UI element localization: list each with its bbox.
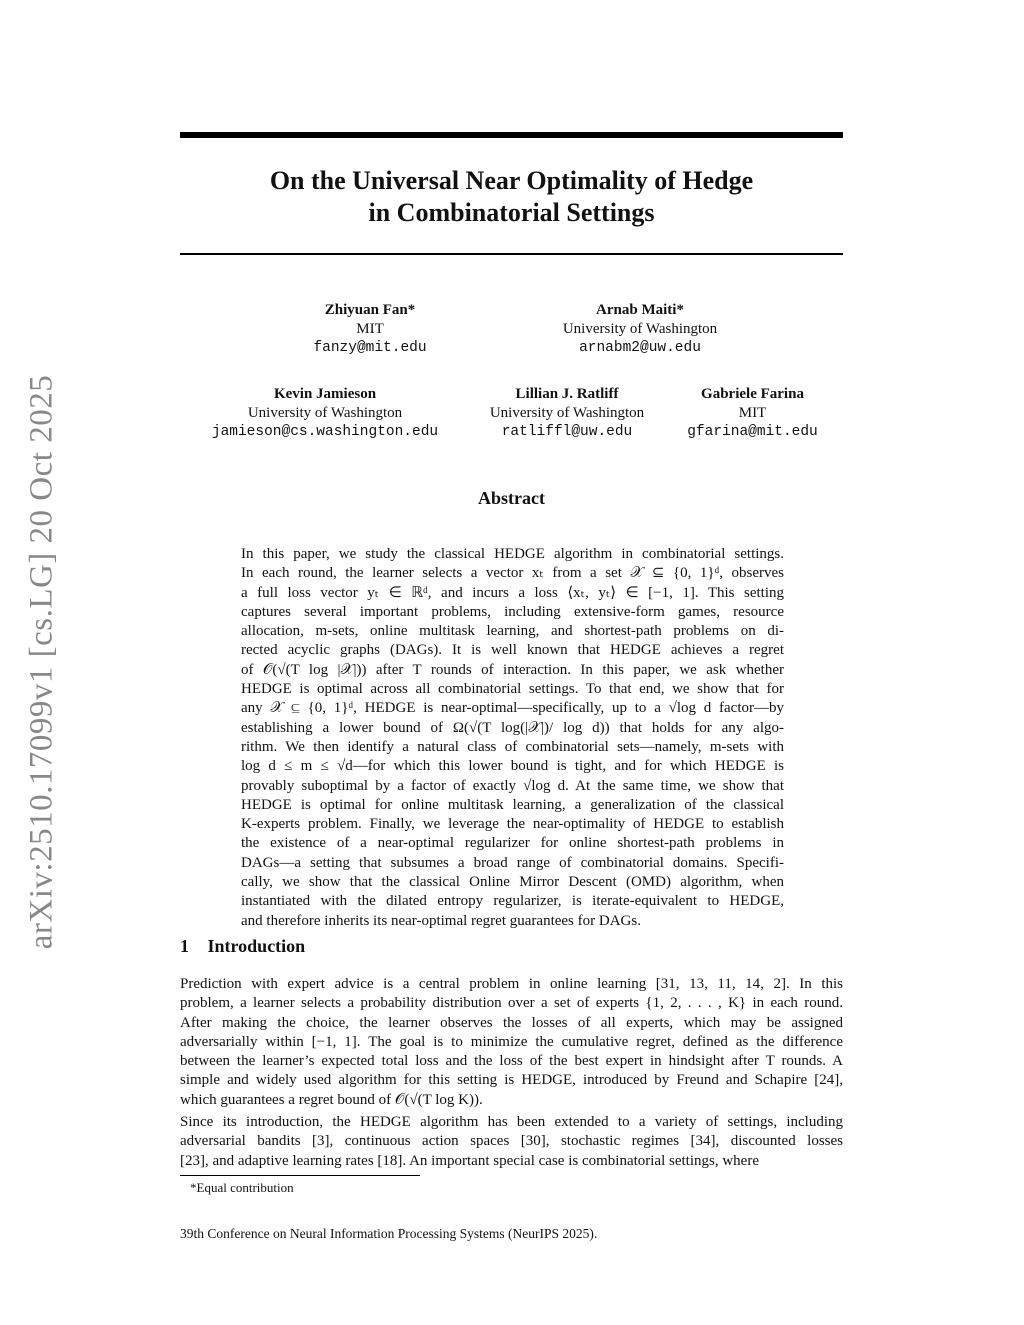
text-line: adversarially within [−1, 1]. The goal is to minimize the cumulative regret, defined as the difference bbox=[180, 1033, 843, 1050]
author-name: Kevin Jamieson bbox=[273, 386, 377, 402]
text-line: between the learner’s expected total loss and the loss of the best expert in hindsight after T rounds. A bbox=[180, 1053, 843, 1070]
text-line: log d ≤ m ≤ √d—for which this lower bound is tight, and for which HEDGE is bbox=[241, 758, 784, 775]
paper-title bbox=[180, 165, 843, 229]
author-block bbox=[670, 385, 835, 442]
text-line: cally, we show that the classical Online Mirror Descent (OMD) algorithm, when bbox=[241, 874, 784, 891]
text-line: HEDGE is optimal across all combinatorial settings. To that end, we show that for bbox=[241, 681, 784, 698]
author-affiliation: MIT bbox=[738, 405, 767, 421]
text-line: K-experts problem. Finally, we leverage the near-optimality of HEDGE to establish bbox=[241, 816, 784, 833]
text-line: captures several important problems, including extensive-form games, resource bbox=[241, 603, 784, 620]
author-name: Zhiyuan Fan* bbox=[324, 302, 416, 318]
author-email: fanzy@mit.edu bbox=[313, 340, 427, 356]
text-line: which guarantees a regret bound of 𝒪(√(T log K)). bbox=[180, 1091, 483, 1108]
author-block bbox=[467, 385, 667, 442]
author-block bbox=[250, 301, 490, 358]
top-rule bbox=[180, 132, 843, 138]
section-title: Introduction bbox=[207, 936, 306, 956]
footnote: *Equal contribution bbox=[190, 1180, 294, 1195]
text-line: HEDGE is optimal for online multitask learning, a generalization of the classical bbox=[241, 796, 784, 813]
arxiv-stamp: arXiv:2510.17099v1 [cs.LG] 20 Oct 2025 bbox=[23, 374, 60, 950]
author-email: jamieson@cs.washington.edu bbox=[211, 424, 439, 440]
author-name: Lillian J. Ratliff bbox=[515, 386, 619, 402]
section-heading bbox=[180, 936, 305, 957]
title-rule bbox=[180, 253, 843, 255]
text-line: rected acyclic graphs (DAGs). It is well known that HEDGE achieves a regret bbox=[241, 642, 784, 659]
author-affiliation: University of Washington bbox=[562, 321, 718, 337]
title-line: in Combinatorial Settings bbox=[368, 198, 655, 227]
text-line: rithm. We then identify a natural class of combinatorial sets—namely, m-sets with bbox=[241, 738, 784, 755]
author-email: gfarina@mit.edu bbox=[687, 424, 818, 440]
footnote-rule bbox=[180, 1175, 420, 1176]
text-line: After making the choice, the learner observes the losses of all experts, which may be assigned bbox=[180, 1014, 843, 1031]
intro-paragraph-2 bbox=[180, 1113, 843, 1171]
intro-paragraph-1 bbox=[180, 975, 843, 1110]
text-line: and therefore inherits its near-optimal regret guarantees for DAGs. bbox=[241, 912, 641, 929]
text-line: instantiated with the dilated entropy regularizer, is iterate-equivalent to HEDGE, bbox=[241, 893, 784, 910]
abstract-heading: Abstract bbox=[478, 488, 545, 508]
venue-note: 39th Conference on Neural Information Processing Systems (NeurIPS 2025). bbox=[180, 1226, 598, 1241]
abstract-body bbox=[241, 545, 784, 931]
text-line: Prediction with expert advice is a central problem in online learning [31, 13, 11, 14, 2]. In this bbox=[180, 976, 843, 992]
author-email: arnabm2@uw.edu bbox=[579, 340, 701, 356]
author-affiliation: MIT bbox=[356, 321, 384, 337]
text-line: [23], and adaptive learning rates [18]. An important special case is combinatorial settings, where bbox=[180, 1152, 759, 1169]
text-line: DAGs—a setting that subsumes a broad range of combinatorial domains. Specifi- bbox=[241, 854, 784, 871]
author-email: ratliffl@uw.edu bbox=[501, 424, 633, 440]
author-affiliation: University of Washington bbox=[247, 405, 403, 421]
text-line: In this paper, we study the classical HEDGE algorithm in combinatorial settings. bbox=[241, 546, 784, 562]
text-line: allocation, m-sets, online multitask learning, and shortest-path problems on di- bbox=[241, 623, 784, 640]
text-line: In each round, the learner selects a vector xₜ from a set 𝒳 ⊆ {0, 1}ᵈ, observes bbox=[241, 565, 784, 582]
text-line: provably suboptimal by a factor of exactly √log d. At the same time, we show that bbox=[241, 777, 784, 794]
text-line: a full loss vector yₜ ∈ ℝᵈ, and incurs a loss ⟨xₜ, yₜ⟩ ∈ [−1, 1]. This setting bbox=[241, 584, 784, 601]
section-number: 1 bbox=[180, 936, 189, 956]
author-block bbox=[520, 301, 760, 358]
text-line: of 𝒪(√(T log |𝒳|)) after T rounds of interaction. In this paper, we ask whether bbox=[241, 661, 784, 678]
text-line: adversarial bandits [3], continuous action spaces [30], stochastic regimes [34], discounted losses bbox=[180, 1133, 843, 1150]
text-line: problem, a learner selects a probability distribution over a set of experts {1, 2, . . . , K} in each round. bbox=[180, 995, 843, 1012]
author-name: Arnab Maiti* bbox=[596, 302, 684, 318]
text-line: any 𝒳 ⊆ {0, 1}ᵈ, HEDGE is near-optimal—specifically, up to a √log d factor—by bbox=[241, 700, 784, 717]
text-line: Since its introduction, the HEDGE algorithm has been extended to a variety of settings, including bbox=[180, 1114, 843, 1130]
title-line: On the Universal Near Optimality of Hedge bbox=[269, 166, 754, 195]
author-affiliation: University of Washington bbox=[489, 405, 645, 421]
text-line: the existence of a near-optimal regularizer for online shortest-path problems in bbox=[241, 835, 784, 852]
author-name: Gabriele Farina bbox=[701, 386, 804, 402]
text-line: simple and widely used algorithm for this setting is HEDGE, introduced by Freund and Schapire [24], bbox=[180, 1072, 843, 1089]
text-line: establishing a lower bound of Ω(√(T log(|𝒳|)/ log d)) that holds for any algo- bbox=[241, 719, 784, 736]
author-block bbox=[190, 385, 460, 442]
